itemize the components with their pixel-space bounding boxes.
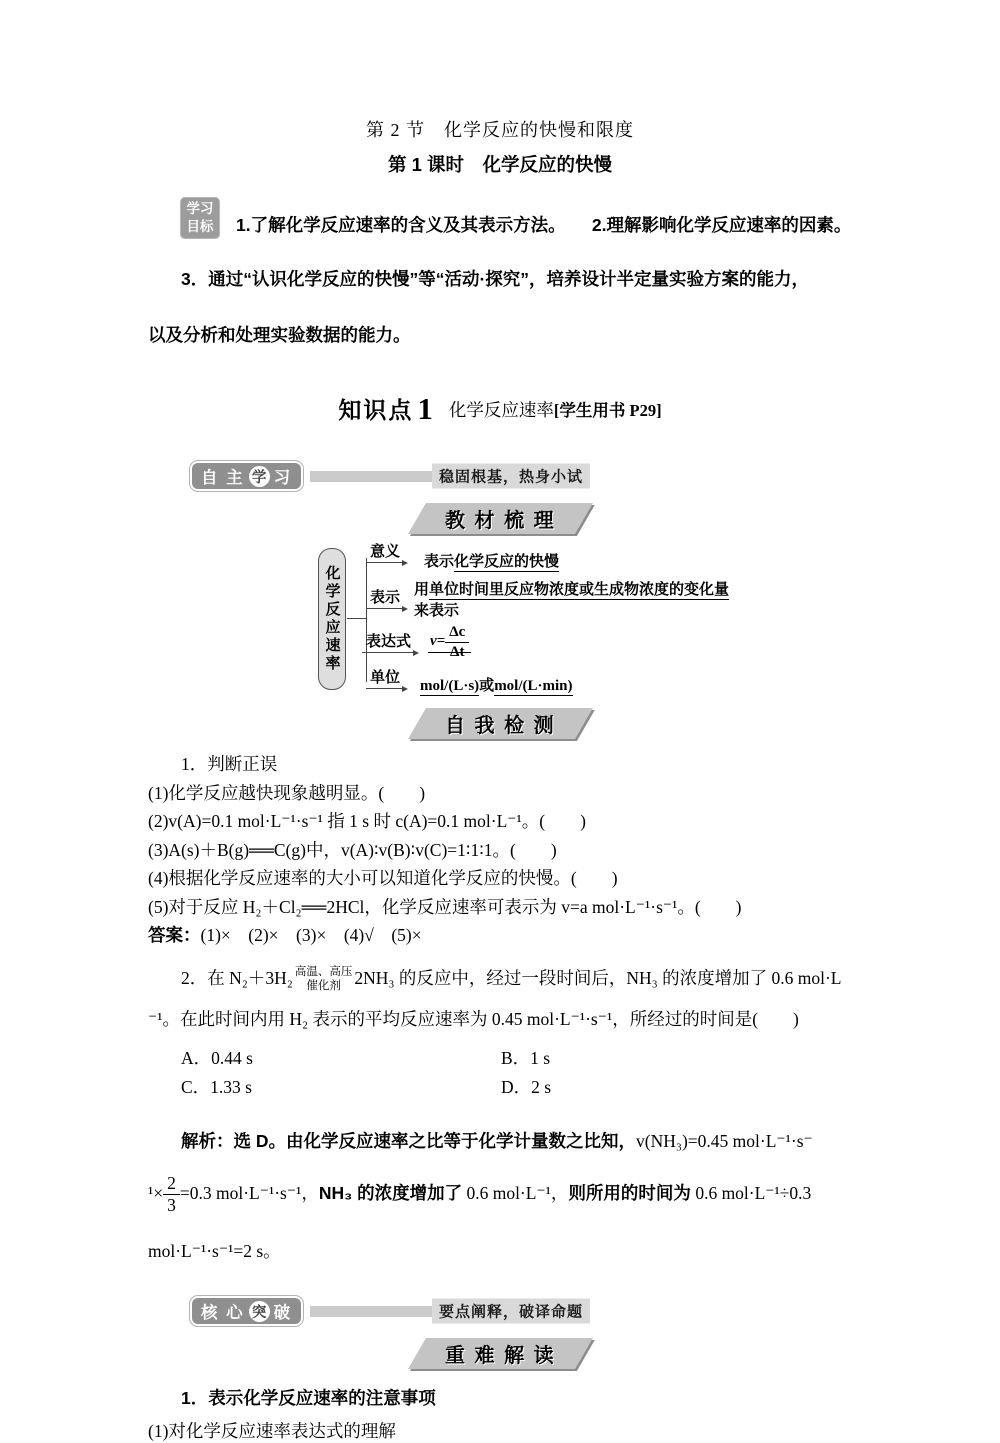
solution-line1-formula: v(NH₃)=0.45 mol·L⁻¹·s⁻ bbox=[636, 1130, 813, 1151]
q2-stem-post: 2NH₃ 的反应中，经过一段时间后，NH₃ 的浓度增加了 0.6 mol·L bbox=[354, 967, 842, 988]
answer-label: 答案： bbox=[148, 925, 201, 945]
self-test-header bbox=[408, 708, 593, 739]
solution-line2-c: 0.6 mol·L⁻¹， bbox=[462, 1182, 569, 1203]
fraction-denominator: Δt bbox=[450, 643, 465, 660]
textbook-combing-header bbox=[408, 503, 593, 534]
judge-item-3: (3)A(s)＋B(g)══C(g)中，v(A)∶v(B)∶v(C)=1∶1∶1。( ) bbox=[148, 839, 557, 860]
branch-content-unit bbox=[420, 674, 573, 695]
judge-item-1: (1)化学反应越快现象越明显。( ) bbox=[148, 782, 426, 803]
notes-title: 1．表示化学反应速率的注意事项 bbox=[181, 1388, 436, 1409]
judge-title: 1．判断正误 bbox=[181, 754, 278, 774]
concept-map-root: 化学反应速率 bbox=[318, 548, 346, 690]
key-points-header bbox=[408, 1338, 593, 1369]
fraction-numerator: Δc bbox=[445, 624, 469, 643]
solution-line3: mol·L⁻¹·s⁻¹=2 s。 bbox=[148, 1241, 281, 1262]
pill-text-right: 习 bbox=[273, 469, 293, 487]
lesson-title: 第 1 课时 化学反应的快慢 bbox=[387, 154, 613, 175]
textbook-combing-header-text: 教 材 梳 理 bbox=[444, 510, 556, 532]
solution-line2-sup: ¹× bbox=[148, 1182, 164, 1203]
way-pre: 用 bbox=[414, 582, 430, 598]
options-row-2 bbox=[181, 1073, 870, 1101]
objective-item-3-line1: 3．通过“认识化学反应的快慢”等“活动·探究”，培养设计半定量实验方案的能力， bbox=[181, 269, 810, 289]
key-points-header-text: 重 难 解 读 bbox=[444, 1345, 556, 1368]
solution-line2-b: NH₃ 的浓度增加了 bbox=[318, 1182, 463, 1203]
answer-values: (1)× (2)× (3)× (4)√ (5)× bbox=[200, 925, 422, 945]
branch-content-meaning bbox=[424, 550, 559, 571]
formula-fraction bbox=[445, 624, 469, 660]
solution-frac-num: 2 bbox=[163, 1174, 180, 1195]
question2-stem-line2: ⁻¹。在此时间内用 H₂ 表示的平均反应速率为 0.45 mol·L⁻¹·s⁻¹，所经过的时间是( ) bbox=[148, 1008, 799, 1029]
q2-cond-bottom: 催化剂 bbox=[306, 980, 341, 993]
objectives-items-1-2: 1.了解化学反应速率的含义及其表示方法。 2.理解影响化学反应速率的因素。 bbox=[236, 215, 852, 235]
banner-slogan: 稳固根基，热身小试 bbox=[432, 464, 590, 489]
judge-section bbox=[148, 750, 870, 950]
solution-line1 bbox=[148, 1128, 870, 1153]
solution-line2-d: 则所用的时间为 bbox=[568, 1182, 691, 1203]
unit-2: mol/(L·min) bbox=[494, 678, 573, 694]
badge-line2: 目标 bbox=[186, 219, 214, 234]
pill2-text-left: 核 心 bbox=[201, 1304, 245, 1323]
option-b: B．1 s bbox=[501, 1047, 551, 1068]
learning-objectives bbox=[180, 197, 860, 239]
branch-content-formula bbox=[428, 624, 471, 660]
core-breakthrough-banner bbox=[190, 1296, 590, 1326]
options-row-1 bbox=[181, 1044, 870, 1072]
judge-answer-line bbox=[148, 921, 870, 950]
knowledge-point-heading bbox=[0, 391, 1000, 427]
option-d: D．2 s bbox=[501, 1076, 552, 1097]
key-points-header-wrap bbox=[0, 1338, 1000, 1369]
solution-line2-e: 0.6 mol·L⁻¹÷0.3 bbox=[690, 1182, 812, 1203]
solution-frac-den: 3 bbox=[167, 1195, 176, 1216]
self-study-pill bbox=[190, 461, 303, 491]
core-breakthrough-pill bbox=[190, 1296, 303, 1326]
unit-1: mol/(L·s) bbox=[420, 678, 480, 694]
unit-or: 或 bbox=[479, 678, 495, 694]
pill2-text-right: 破 bbox=[273, 1304, 293, 1323]
q2-stem-pre: 2．在 N₂＋3H₂ bbox=[181, 967, 293, 988]
judge-item-4: (4)根据化学反应速率的大小可以知道化学反应的快慢。( ) bbox=[148, 868, 618, 888]
q2-cond-top: 高温、高压 bbox=[294, 966, 353, 979]
solution-fraction bbox=[163, 1174, 180, 1216]
student-book-ref: [学生用书 P29] bbox=[553, 401, 662, 420]
knowledge-point-label: 知识点 bbox=[338, 397, 414, 423]
objective-item-3-line2: 以及分析和处理实验数据的能力。 bbox=[148, 325, 411, 345]
knowledge-point-title: 化学反应速率 bbox=[448, 400, 554, 420]
way-line2: 来表示 bbox=[414, 603, 460, 619]
pill-circle-char: 学 bbox=[249, 466, 270, 487]
banner2-slogan: 要点阐释，破译命题 bbox=[432, 1299, 590, 1324]
question2-stem-line1 bbox=[148, 965, 870, 994]
self-test-header-wrap bbox=[0, 708, 1000, 739]
solution-line2-a: =0.3 mol·L⁻¹·s⁻¹， bbox=[179, 1182, 319, 1203]
branch-label-unit: 单位 bbox=[366, 666, 404, 689]
branch-content-expression-way bbox=[414, 580, 729, 622]
meaning-pre: 表示 bbox=[424, 554, 455, 570]
knowledge-point-number: 1 bbox=[417, 391, 433, 426]
formula-v-equals: v= bbox=[430, 633, 446, 650]
map-spine-line bbox=[366, 558, 367, 682]
pill-text-left: 自 主 bbox=[201, 469, 245, 487]
textbook-combing-header-wrap bbox=[0, 503, 1000, 534]
option-c: C．1.33 s bbox=[181, 1076, 252, 1097]
learning-objectives-badge bbox=[180, 197, 220, 239]
way-underlined: 单位时间里反应物浓度或生成物浓度的变化量 bbox=[429, 582, 730, 598]
self-test-header-text: 自 我 检 测 bbox=[444, 715, 556, 737]
concept-map bbox=[318, 542, 748, 700]
option-a: A．0.44 s bbox=[181, 1047, 253, 1068]
badge-line1: 学习 bbox=[186, 200, 214, 216]
pill2-circle-char: 突 bbox=[249, 1301, 270, 1322]
self-study-banner bbox=[190, 461, 590, 491]
branch-label-meaning: 意义 bbox=[366, 540, 404, 563]
section-title: 第 2 节 化学反应的快慢和限度 bbox=[366, 120, 634, 140]
branch-label-formula: 表达式 bbox=[362, 630, 415, 653]
branch-label-expression-way: 表示 bbox=[366, 586, 404, 609]
solution-line2 bbox=[148, 1174, 870, 1216]
judge-item-2: (2)v(A)=0.1 mol·L⁻¹·s⁻¹ 指 1 s 时 c(A)=0.1 mol·L⁻¹。( ) bbox=[148, 811, 586, 831]
map-connector-line bbox=[347, 618, 366, 619]
solution-line1-bold: 解析：选 D。由化学反应速率之比等于化学计量数之比知， bbox=[181, 1130, 636, 1151]
judge-item-5: (5)对于反应 H₂＋Cl₂══2HCl，化学反应速率可表示为 v=a mol·L⁻¹·s⁻¹。( ) bbox=[148, 896, 742, 917]
meaning-underlined: 化学反应的快慢 bbox=[454, 554, 560, 570]
q2-reaction-conditions bbox=[295, 965, 353, 994]
notes-item-1: (1)对化学反应速率表达式的理解 bbox=[148, 1421, 396, 1442]
